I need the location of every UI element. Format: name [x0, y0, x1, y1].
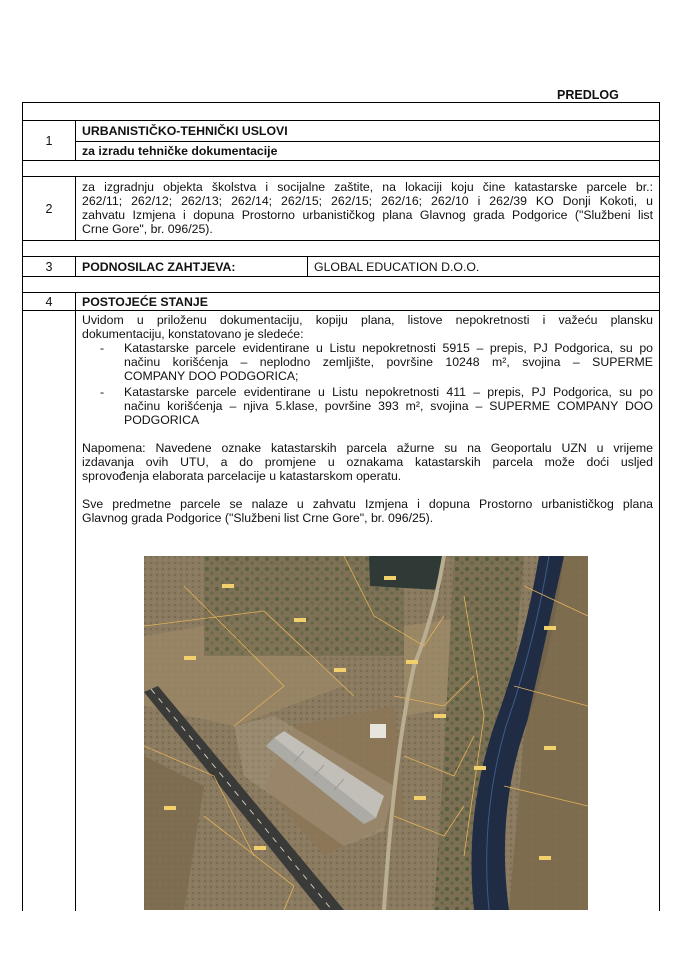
- spacer-row: [23, 241, 659, 257]
- spacer-row: [23, 161, 659, 177]
- applicant-value: GLOBAL EDUCATION D.O.O.: [314, 260, 480, 274]
- text-line: načinu korišćenja – njiva 5.klase, površine 393 m², svojina – SUPERME COMPANY DOO: [124, 399, 653, 413]
- cadastral-satellite-map: [144, 556, 588, 910]
- text-line: COMPANY DOO PODGORICA;: [124, 369, 299, 383]
- cell-divider: [307, 257, 308, 276]
- text-line: Glavnog grada Podgorice ("Službeni list Crne Gore", br. 096/25).: [82, 511, 434, 525]
- empty-number-cell: [23, 311, 76, 911]
- text-line: sprovođenja elaborata parcelacije u katastarskom operatu.: [82, 469, 402, 483]
- text-line: Napomena: Navedene oznake katastarskih parcela ažurne su na Geoportalu UZN u vrijeme: [82, 441, 653, 455]
- text-line: Crne Gore", br. 096/25).: [82, 222, 213, 236]
- section-content: [76, 293, 659, 310]
- list-item: [100, 385, 653, 429]
- section-title: POSTOJEĆE STANJE: [82, 295, 208, 309]
- text-line: Katastarske parcele evidentirane u Listu nepokretnosti 5915 – prepis, PJ Podgorica, su po: [124, 341, 653, 355]
- spacer-row: [23, 277, 659, 293]
- text-line: 262/11; 262/12; 262/13; 262/14; 262/15; 262/15; 262/16; 262/10 i 262/39 KO Donji Kokoti, u: [82, 194, 653, 208]
- document-status-label: PREDLOG: [557, 88, 619, 102]
- text-line: dokumentaciju, konstatovano je sledeće:: [82, 327, 304, 341]
- text-line: za izgradnju objekta školstva i socijalne zaštite, na lokaciji koju čine katastarske parcele br.:: [82, 180, 653, 194]
- bullet-marker: -: [100, 385, 105, 399]
- text-line: PODGORICA: [124, 413, 200, 427]
- section-row-1: [23, 121, 659, 161]
- text-line: izdavanja ovih UTU, a do promjene u oznakama katastarskih parcela može doći usljed: [82, 455, 653, 469]
- section-number: 2: [23, 177, 76, 240]
- section-number: 4: [23, 293, 76, 310]
- section-content: [76, 121, 659, 160]
- section-number: 1: [23, 121, 76, 160]
- map-image: [144, 556, 588, 910]
- list-item: [100, 341, 653, 385]
- text-line: Uvidom u priloženu dokumentaciju, kopiju plana, listove nepokretnosti i važeću plansku: [82, 313, 653, 327]
- bullet-marker: -: [100, 341, 105, 355]
- text-line: načinu korišćenja – neplodno zemljište, površine 10248 m², svojina – SUPERME: [124, 355, 653, 369]
- section-content: [76, 257, 659, 276]
- text-line: Katastarske parcele evidentirane u Listu nepokretnosti 411 – prepis, PJ Podgorica, su po: [124, 385, 653, 399]
- section-subtitle: za izradu tehničke dokumentacije: [82, 144, 278, 158]
- section-content: [76, 177, 659, 240]
- text-line: zahvatu Izmjena i dopuna Prostorno urbanističkog plana Glavnog grada Podgorice ("Službeni list: [82, 208, 653, 222]
- section-row-3: [23, 257, 659, 277]
- section-number: 3: [23, 257, 76, 276]
- text-line: Sve predmetne parcele se nalaze u zahvatu Izmjena i dopuna Prostorno urbanističkog plana: [82, 497, 653, 511]
- divider: [76, 141, 659, 142]
- section-row-2: [23, 177, 659, 241]
- spacer-row: [23, 103, 659, 121]
- section-title: URBANISTIČKO-TEHNIČKI USLOVI: [82, 124, 288, 138]
- applicant-label: PODNOSILAC ZAHTJEVA:: [82, 260, 236, 274]
- section-row-4-header: [23, 293, 659, 311]
